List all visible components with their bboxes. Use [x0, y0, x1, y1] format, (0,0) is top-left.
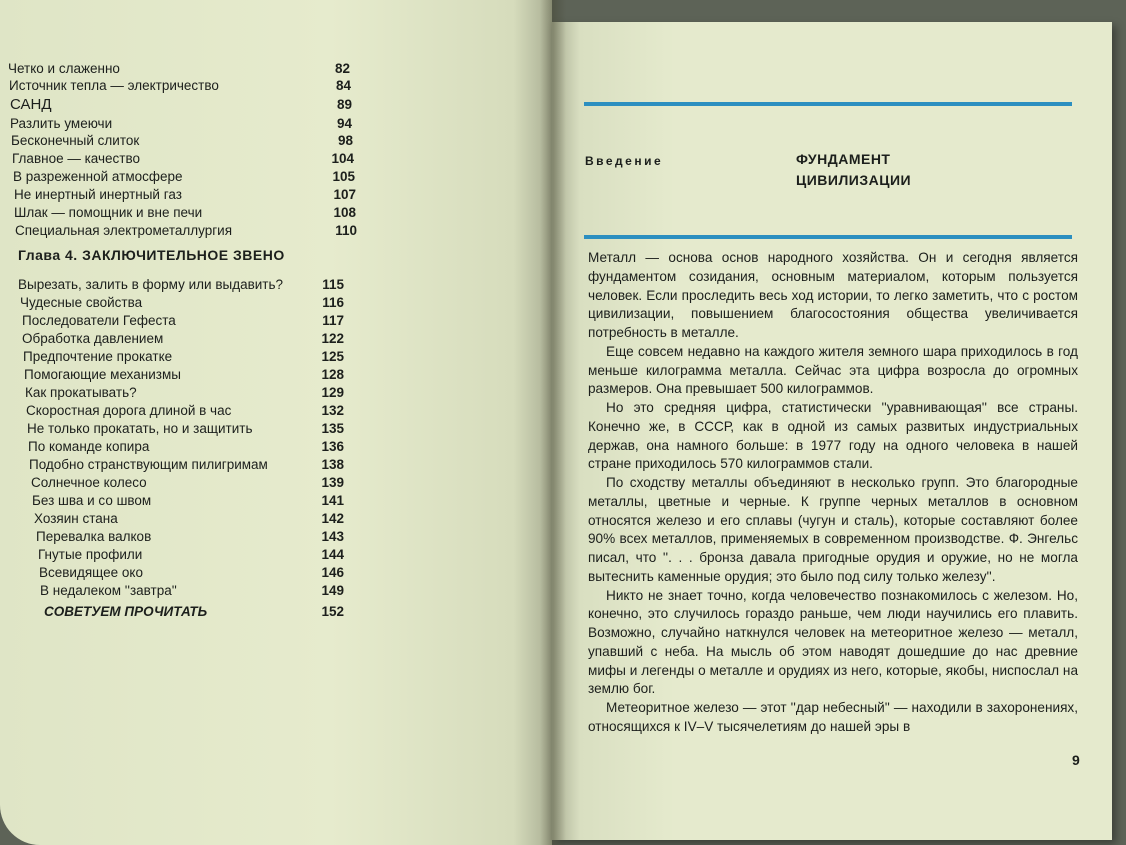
- paragraph: Металл — основа основ народного хозяйства. Он и сегодня является фундаментом созидания, основным материалом, которым пользуется человек. Если проследить весь ход истории, то легко заметить, что с ростом цивилизации, повышением благосостояния общества увеличивается потребность в металле.: [588, 250, 1078, 340]
- toc-item-title: Последователи Гефеста: [22, 313, 176, 328]
- toc-item-page: 84: [335, 78, 351, 93]
- toc-item-page: 149: [321, 583, 344, 598]
- toc-item-page: 146: [321, 565, 344, 580]
- toc-item-title: В недалеком ''завтра'': [40, 583, 177, 598]
- paragraph: Никто не знает точно, когда человечество познакомилось с железом. Но, конечно, это случилось гораздо раньше, чем люди научились его плавить. Возможно, случайно наткнулся человек на метеоритное железо — металл, упавший с неба. На мысль об этом наводят дошедшие до нас древние мифы и легенды о металле и орудиях из него, которые, якобы, ниспослал на землю бог.: [588, 587, 1078, 697]
- book-gutter: [540, 0, 566, 845]
- toc-item-page: 128: [321, 367, 344, 382]
- toc-item: [32, 492, 344, 510]
- toc-item-page: 141: [321, 493, 344, 508]
- toc-item: [12, 150, 354, 168]
- toc-item-title: Четко и слаженно: [8, 61, 120, 76]
- toc-item: [23, 348, 344, 366]
- toc-item-page: 117: [322, 313, 344, 328]
- toc-item-title: Гнутые профили: [38, 547, 143, 562]
- section-label: Введение: [585, 154, 664, 168]
- toc-item: [26, 402, 344, 420]
- toc-item-title: Предпочтение прокатке: [23, 349, 173, 364]
- toc-item: [34, 510, 344, 528]
- toc-item-title: Помогающие механизмы: [24, 367, 181, 382]
- toc-item-page: 98: [337, 133, 353, 148]
- toc-item: [38, 546, 344, 564]
- toc-item-page: 82: [334, 61, 350, 76]
- toc-item: [20, 294, 344, 312]
- toc-item-page: 132: [321, 403, 344, 418]
- paragraph: По сходству металлы объединяют в несколько групп. Это благородные металлы, цветные и черные. К группе черных металлов в основном относятся железо и его сплавы (чугун и сталь), которые составляют более 90% всех металлов, применяемых в современном производстве. Ф. Энгельс писал, что ''. . . бронза давала пригодные орудия и оружие, но не могла вытеснить каменные орудия; это было под силу только железу''.: [588, 475, 1078, 584]
- toc-item: [40, 582, 344, 600]
- toc-item: [10, 96, 352, 114]
- toc-item-page: 116: [322, 295, 344, 310]
- toc-item-page: 138: [321, 457, 344, 472]
- toc-item-page: 104: [331, 151, 354, 166]
- chapter-title-line1: ФУНДАМЕНТ: [796, 151, 891, 167]
- toc-item: [11, 132, 353, 150]
- toc-item-title: По команде копира: [28, 439, 150, 454]
- toc-item-title: Вырезать, залить в форму или выдавить?: [18, 277, 284, 292]
- toc-item-title: Чудесные свойства: [20, 295, 143, 310]
- toc-item-page: 142: [321, 511, 344, 526]
- toc-item-title: Не инертный инертный газ: [14, 187, 182, 202]
- paragraph: Но это средняя цифра, статистически ''уравнивающая'' все страны. Конечно же, в СССР, как в одной из самых развитых индустриальных держав, она намного больше: в 1977 году на одного человека в нашей стране приходилось 570 килограммов стали.: [588, 400, 1078, 472]
- toc-item: [28, 438, 344, 456]
- recommended-reading-title: СОВЕТУЕМ ПРОЧИТАТЬ: [44, 604, 208, 619]
- toc-item-page: 108: [333, 205, 356, 220]
- toc-item-title: Главное — качество: [12, 151, 140, 166]
- toc-item: [31, 474, 344, 492]
- toc-item-title: Источник тепла — электричество: [9, 78, 219, 93]
- page-number: 9: [1072, 752, 1080, 768]
- top-rule: [584, 102, 1072, 106]
- toc-item-page: 107: [333, 187, 356, 202]
- recommended-reading: [44, 603, 344, 621]
- toc-item: [18, 276, 344, 294]
- toc-item-title: Подобно странствующим пилигримам: [29, 457, 268, 472]
- toc-item: [8, 60, 350, 78]
- chapter-title-line2: ЦИВИЛИЗАЦИИ: [796, 172, 912, 188]
- toc-item: [10, 115, 352, 133]
- toc-item: [15, 222, 357, 240]
- toc-item-title: В разреженной атмосфере: [13, 169, 183, 184]
- toc-item-page: 105: [332, 169, 355, 184]
- toc-item: [22, 312, 344, 330]
- recommended-reading-page: 152: [321, 604, 344, 619]
- toc-item-page: 139: [321, 475, 344, 490]
- toc-item-title: Без шва и со швом: [32, 493, 152, 508]
- toc-item: [14, 186, 356, 204]
- toc-item: [22, 330, 344, 348]
- toc-item-page: 122: [321, 331, 344, 346]
- toc-item-title: Всевидящее око: [39, 565, 143, 580]
- toc-item-title: Перевалка валков: [36, 529, 152, 544]
- toc-item-title: Шлак — помощник и вне печи: [14, 205, 203, 220]
- toc-item-title: Обработка давлением: [22, 331, 164, 346]
- paragraph: Метеоритное железо — этот ''дар небесный'' — находили в захоронениях, относящихся к IV–V тысячелетиям до нашей эры в: [588, 700, 1078, 734]
- toc-item-page: 110: [335, 223, 357, 238]
- toc-item: [36, 528, 344, 546]
- toc-item-title: Разлить умеючи: [10, 116, 113, 131]
- toc-item-title: Бесконечный слиток: [11, 133, 140, 148]
- toc-item: [13, 168, 355, 186]
- toc-item-title: Не только прокатать, но и защитить: [27, 421, 253, 436]
- toc-item: [25, 384, 344, 402]
- toc-item-page: 94: [336, 116, 352, 131]
- toc-item-title: Скоростная дорога длиной в час: [26, 403, 232, 418]
- body-text: [588, 249, 1078, 737]
- toc-item-page: 143: [321, 529, 344, 544]
- toc-item-page: 135: [321, 421, 344, 436]
- chapter-heading: Глава 4. ЗАКЛЮЧИТЕЛЬНОЕ ЗВЕНО: [18, 247, 285, 263]
- toc-item: [24, 366, 344, 384]
- toc-item-title: Как прокатывать?: [25, 385, 137, 400]
- toc-item-page: 144: [321, 547, 344, 562]
- toc-item-page: 136: [321, 439, 344, 454]
- bottom-rule: [584, 235, 1072, 239]
- toc-item-title: Хозяин стана: [34, 511, 118, 526]
- toc-item-page: 89: [336, 97, 352, 112]
- paragraph: Еще совсем недавно на каждого жителя земного шара приходилось в год меньше килограмма металла. Сейчас эта цифра возросла до огромных размеров. Она превышает 500 килограммов.: [588, 343, 1078, 397]
- toc-item: [9, 77, 351, 95]
- toc-item-title: Солнечное колесо: [31, 475, 147, 490]
- toc-item-page: 125: [321, 349, 344, 364]
- toc-item: [39, 564, 344, 582]
- toc-item-title: САНД: [10, 96, 52, 113]
- toc-item: [29, 456, 344, 474]
- toc-item: [14, 204, 356, 222]
- toc-item: [27, 420, 344, 438]
- toc-item-title: Специальная электрометаллургия: [15, 223, 233, 238]
- toc-item-page: 115: [322, 277, 344, 292]
- toc-item-page: 129: [321, 385, 344, 400]
